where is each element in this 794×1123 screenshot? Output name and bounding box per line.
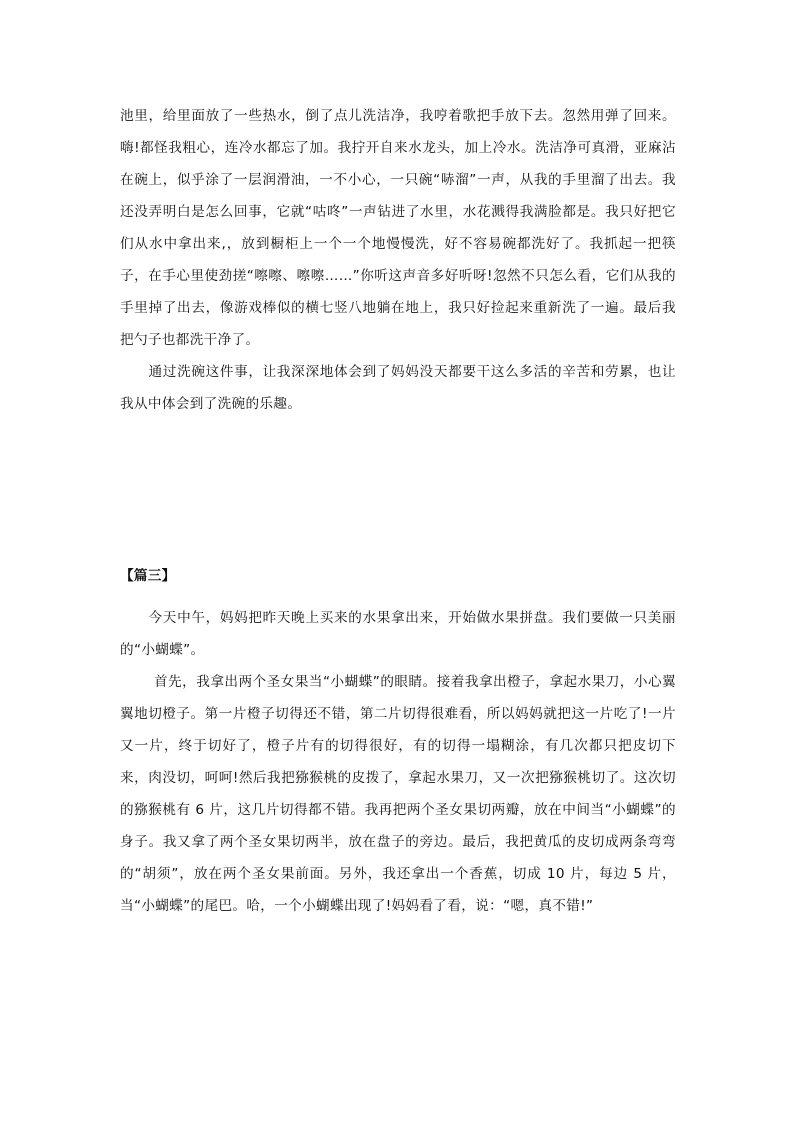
section-three-body — [120, 602, 676, 922]
paragraph: 首先，我拿出两个圣女果当“小蝴蝶”的眼睛。接着我拿出橙子，拿起水果刀，小心翼翼地切橙子。第一片橙子切得还不错，第二片切得很难看，所以妈妈就把这一片吃了!一片又一片，终于切好了，橙子片有的切得很好，有的切得一塌糊涂，有几次都只把皮切下来，肉没切，呵呵!然后我把猕猴桃的皮拨了，拿起水果刀，又一次把猕猴桃切了。这次切的猕猴桃有 6 片，这几片切得都不错。我再把两个圣女果切两瓣，放在中间当“小蝴蝶”的身子。我又拿了两个圣女果切两半，放在盘子的旁边。最后，我把黄瓜的皮切成两条弯弯的“胡须”，放在两个圣女果前面。另外，我还拿出一个香蕉，切成 10 片，每边 5 片，当“小蝴蝶”的尾巴。哈，一个小蝴蝶出现了!妈妈看了看，说：“嗯，真不错!” — [120, 674, 676, 914]
paragraph: 池里，给里面放了一些热水，倒了点儿洗洁净，我哼着歌把手放下去。忽然用弹了回来。嗨!都怪我粗心，连冷水都忘了加。我拧开自来水龙头，加上冷水。洗洁净可真滑，亚麻沾在碗上，似乎涂了一层润滑油，一不小心，一只碗“哧溜”一声，从我的手里溜了出去。我还没弄明白是怎么回事，它就“咕咚”一声钻进了水里，水花溅得我满脸都是。我只好把它们从水中拿出来,，放到橱柜上一个一个地慢慢洗，好不容易碗都洗好了。我抓起一把筷子，在手心里使劲搓“嚓嚓、嚓嚓……”你听这声音多好听呀!忽然不只怎么看，它们从我的手里掉了出去，像游戏棒似的横七竖八地躺在地上，我只好捡起来重新洗了一遍。最后我把勺子也都洗干净了。 — [120, 108, 676, 348]
section-three-heading: 【篇三】 — [120, 568, 176, 584]
paragraph: 今天中午，妈妈把昨天晚上买来的水果拿出来，开始做水果拼盘。我们要做一只美丽的“小蝴蝶”。 — [120, 610, 676, 658]
paragraph: 通过洗碗这件事，让我深深地体会到了妈妈没天都要干这么多活的辛苦和劳累，也让我从中体会到了洗碗的乐趣。 — [120, 364, 676, 412]
section-two-body — [120, 100, 676, 420]
